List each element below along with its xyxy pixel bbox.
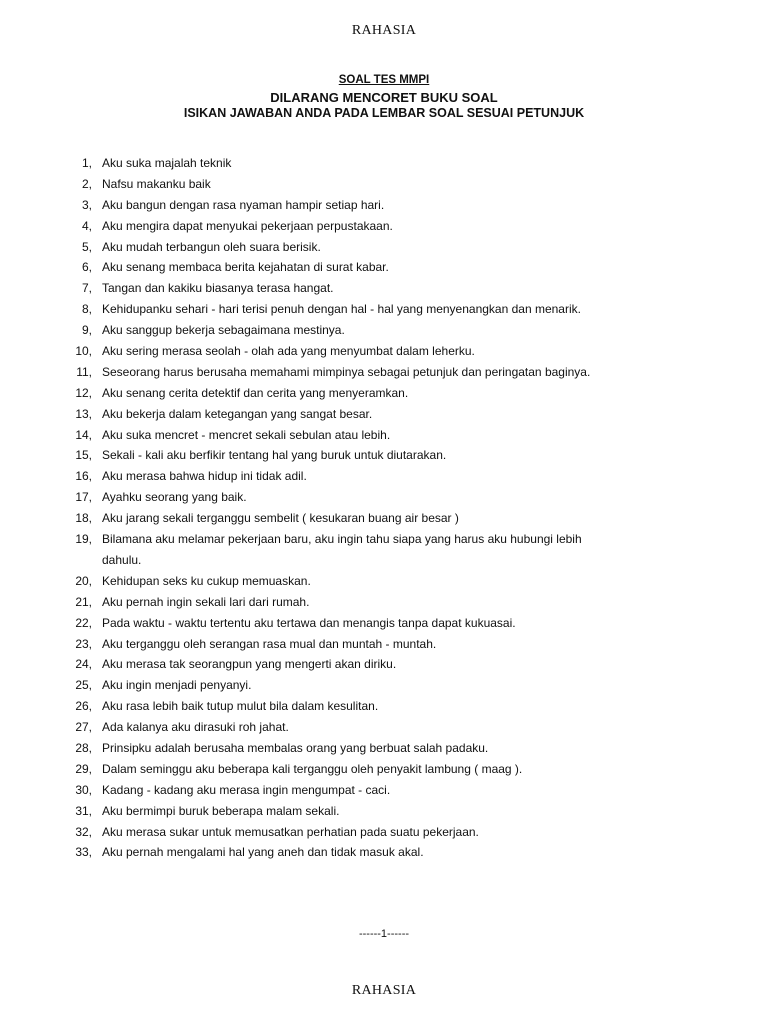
question-item bbox=[0, 153, 768, 174]
question-number: 31, bbox=[75, 803, 92, 818]
question-number: 26, bbox=[75, 699, 92, 714]
document-title: SOAL TES MMPI bbox=[338, 74, 430, 86]
question-item bbox=[0, 174, 768, 195]
question-item bbox=[0, 362, 768, 383]
question-item bbox=[0, 320, 768, 341]
question-text: Tangan dan kakiku biasanya terasa hangat. bbox=[102, 281, 334, 296]
question-text: Aku pernah mengalami hal yang aneh dan tidak masuk akal. bbox=[102, 845, 424, 860]
instruction-no-marking: DILARANG MENCORET BUKU SOAL bbox=[270, 90, 498, 105]
question-item bbox=[0, 425, 768, 446]
question-number: 32, bbox=[75, 824, 92, 839]
question-item bbox=[0, 592, 768, 613]
question-number: 13, bbox=[75, 406, 92, 421]
question-text: Aku ingin menjadi penyanyi. bbox=[102, 678, 252, 693]
question-item bbox=[0, 508, 768, 529]
question-text: Aku merasa bahwa hidup ini tidak adil. bbox=[102, 469, 307, 484]
question-item bbox=[0, 654, 768, 675]
question-item bbox=[0, 675, 768, 696]
question-item bbox=[0, 466, 768, 487]
question-item bbox=[0, 717, 768, 738]
question-text: Aku senang membaca berita kejahatan di surat kabar. bbox=[102, 260, 389, 275]
question-item bbox=[0, 571, 768, 592]
question-number: 7, bbox=[81, 281, 92, 296]
question-text: Aku merasa sukar untuk memusatkan perhatian pada suatu pekerjaan. bbox=[102, 824, 479, 839]
question-text: Aku bekerja dalam ketegangan yang sangat besar. bbox=[102, 406, 373, 421]
classification-header: RAHASIA bbox=[351, 23, 417, 38]
question-number: 33, bbox=[75, 845, 92, 860]
question-number: 2, bbox=[81, 176, 92, 191]
question-number: 6, bbox=[81, 260, 92, 275]
question-item bbox=[0, 696, 768, 717]
question-item bbox=[0, 341, 768, 362]
question-text: Dalam seminggu aku beberapa kali terganggu oleh penyakit lambung ( maag ). bbox=[102, 761, 523, 776]
question-text: Aku suka mencret - mencret sekali sebulan atau lebih. bbox=[102, 427, 391, 442]
question-text: Aku jarang sekali terganggu sembelit ( kesukaran buang air besar ) bbox=[102, 511, 459, 526]
instruction-answer-sheet: ISIKAN JAWABAN ANDA PADA LEMBAR SOAL SESUAI PETUNJUK bbox=[183, 106, 585, 120]
question-item bbox=[0, 842, 768, 863]
question-text: Aku mengira dapat menyukai pekerjaan perpustakaan. bbox=[102, 218, 393, 233]
question-text: Aku pernah ingin sekali lari dari rumah. bbox=[102, 594, 310, 609]
question-item bbox=[0, 299, 768, 320]
question-text: Aku bermimpi buruk beberapa malam sekali. bbox=[102, 803, 340, 818]
question-number: 16, bbox=[75, 469, 92, 484]
question-item bbox=[0, 613, 768, 634]
question-number: 19, bbox=[75, 532, 92, 547]
question-number: 12, bbox=[75, 385, 92, 400]
question-text: Aku senang cerita detektif dan cerita yang menyeramkan. bbox=[102, 385, 409, 400]
question-text: Aku sering merasa seolah - olah ada yang menyumbat dalam leherku. bbox=[102, 344, 475, 359]
question-number: 20, bbox=[75, 573, 92, 588]
question-text: Sekali - kali aku berfikir tentang hal yang buruk untuk diutarakan. bbox=[102, 448, 447, 463]
classification-footer: RAHASIA bbox=[351, 983, 417, 998]
question-text: Aku mudah terbangun oleh suara berisik. bbox=[102, 239, 321, 254]
question-number: 25, bbox=[75, 678, 92, 693]
question-text: Kadang - kadang aku merasa ingin mengumpat - caci. bbox=[102, 782, 391, 797]
question-number: 22, bbox=[75, 615, 92, 630]
question-item bbox=[0, 759, 768, 780]
question-item bbox=[0, 801, 768, 822]
question-text: Aku sanggup bekerja sebagaimana mestinya. bbox=[102, 323, 345, 338]
question-number: 11, bbox=[76, 364, 92, 379]
question-text: Aku terganggu oleh serangan rasa mual dan muntah - muntah. bbox=[102, 636, 437, 651]
question-number: 24, bbox=[75, 657, 92, 672]
question-text: Aku bangun dengan rasa nyaman hampir setiap hari. bbox=[102, 197, 385, 212]
question-item bbox=[0, 237, 768, 258]
question-number: 21, bbox=[75, 594, 92, 609]
question-number: 3, bbox=[81, 197, 92, 212]
question-number: 27, bbox=[75, 720, 92, 735]
question-text: Nafsu makanku baik bbox=[102, 176, 211, 191]
question-item bbox=[0, 738, 768, 759]
question-number: 9, bbox=[81, 323, 92, 338]
question-text: Aku rasa lebih baik tutup mulut bila dalam kesulitan. bbox=[102, 699, 379, 714]
question-text: Ayahku seorang yang baik. bbox=[102, 490, 247, 505]
question-item bbox=[0, 487, 768, 508]
question-number: 28, bbox=[75, 740, 92, 755]
page-number: ------1------ bbox=[358, 928, 410, 940]
question-item bbox=[0, 445, 768, 466]
question-text: Kehidupan seks ku cukup memuaskan. bbox=[102, 573, 311, 588]
question-number: 17, bbox=[75, 490, 92, 505]
question-item bbox=[0, 780, 768, 801]
question-number: 1, bbox=[81, 156, 92, 170]
question-text: Aku suka majalah teknik bbox=[102, 156, 232, 170]
question-item bbox=[0, 278, 768, 299]
question-item bbox=[0, 634, 768, 655]
question-number: 14, bbox=[75, 427, 92, 442]
question-number: 5, bbox=[81, 239, 92, 254]
question-item bbox=[0, 195, 768, 216]
question-item bbox=[0, 216, 768, 237]
question-item bbox=[0, 257, 768, 278]
question-text: Bilamana aku melamar pekerjaan baru, aku ingin tahu siapa yang harus aku hubungi lebih dahulu. bbox=[102, 532, 582, 567]
question-text: Ada kalanya aku dirasuki roh jahat. bbox=[102, 720, 289, 735]
question-number: 30, bbox=[75, 782, 92, 797]
question-item bbox=[0, 383, 768, 404]
question-text: Seseorang harus berusaha memahami mimpinya sebagai petunjuk dan peringatan baginya. bbox=[102, 364, 591, 379]
question-item bbox=[0, 822, 768, 843]
question-text: Aku merasa tak seorangpun yang mengerti akan diriku. bbox=[102, 657, 397, 672]
question-text: Pada waktu - waktu tertentu aku tertawa dan menangis tanpa dapat kukuasai. bbox=[102, 615, 516, 630]
question-number: 4, bbox=[81, 218, 92, 233]
question-number: 29, bbox=[75, 761, 92, 776]
question-text: Prinsipku adalah berusaha membalas orang yang berbuat salah padaku. bbox=[102, 740, 489, 755]
question-number: 15, bbox=[75, 448, 92, 463]
question-item bbox=[0, 404, 768, 425]
question-number: 23, bbox=[75, 636, 92, 651]
question-number: 8, bbox=[81, 302, 92, 317]
question-list bbox=[0, 153, 768, 863]
question-item bbox=[0, 529, 768, 571]
question-number: 18, bbox=[75, 511, 92, 526]
question-number: 10, bbox=[75, 344, 92, 359]
question-text: Kehidupanku sehari - hari terisi penuh dengan hal - hal yang menyenangkan dan menarik. bbox=[102, 302, 581, 317]
